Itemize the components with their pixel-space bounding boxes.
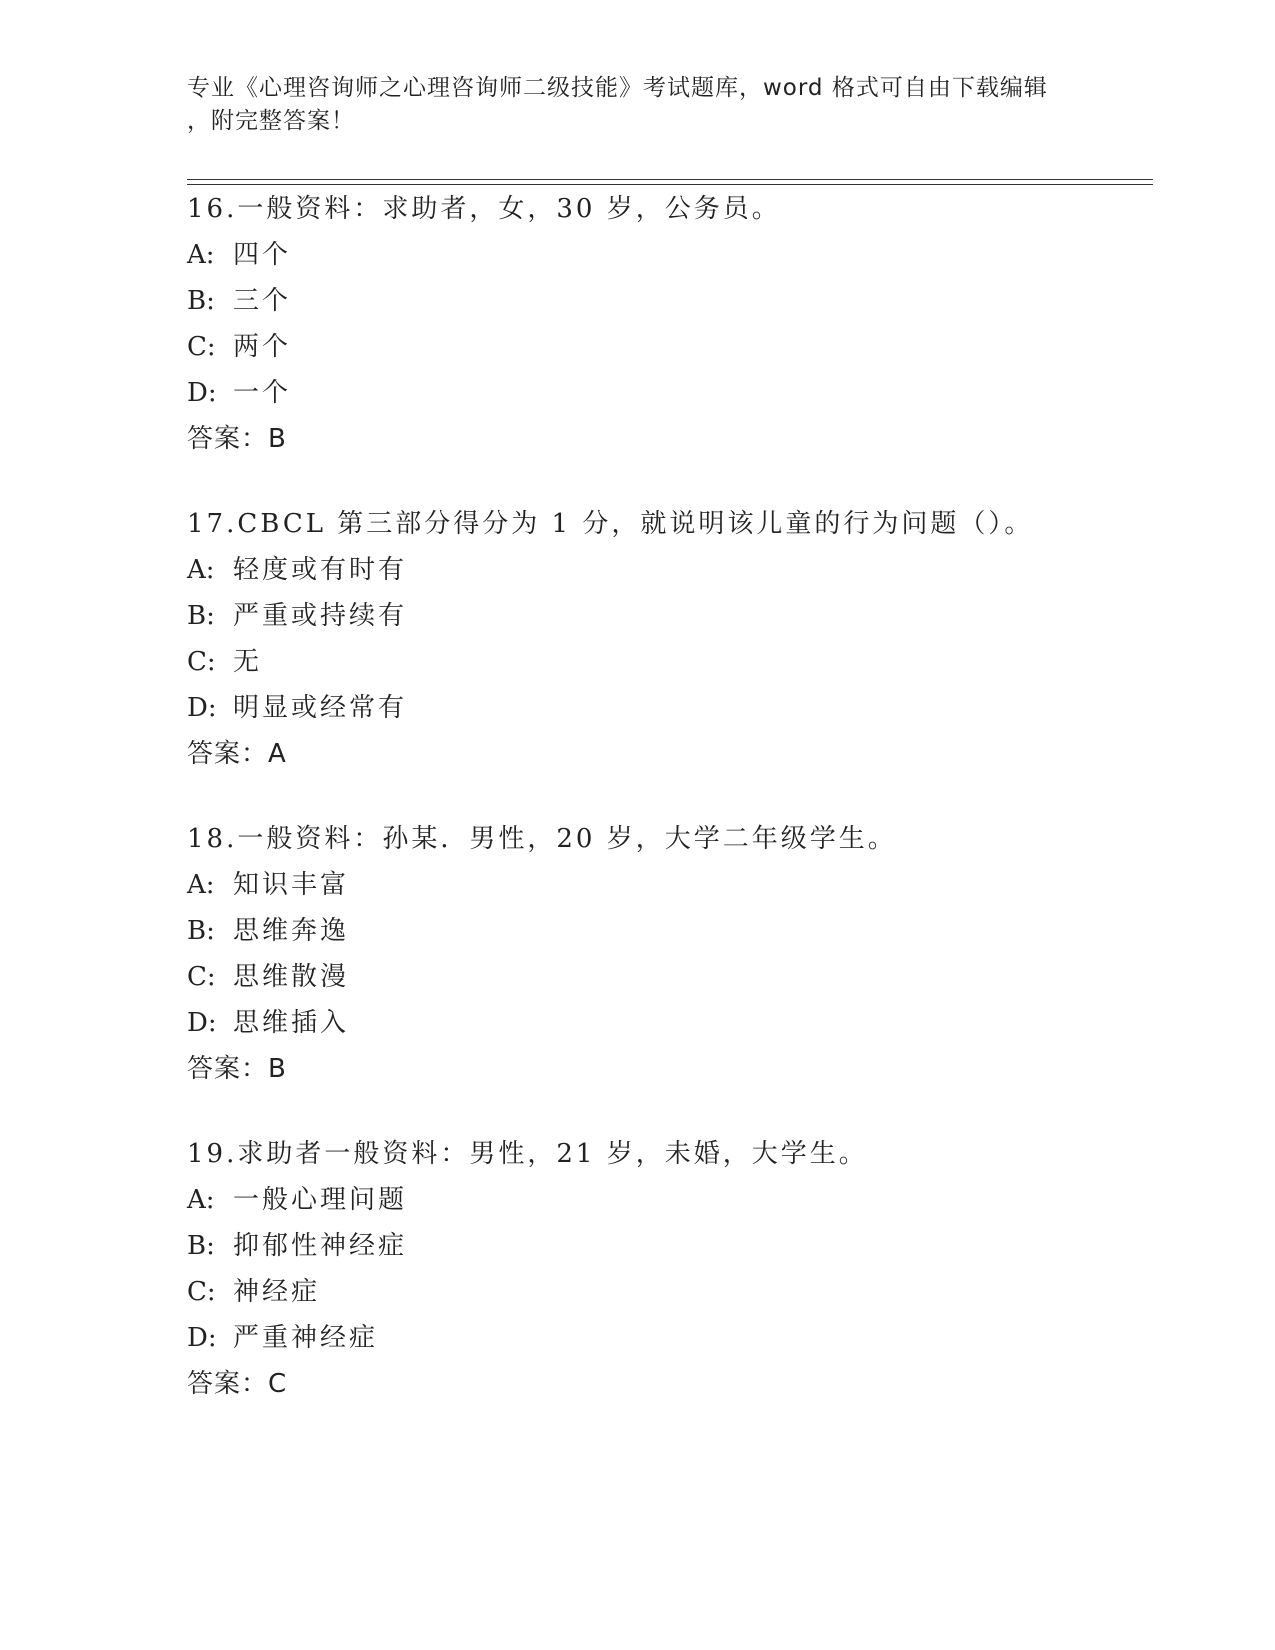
answer-line: 答案：A [187, 739, 287, 769]
option-letter: A: [187, 1185, 215, 1215]
option-letter: C: [187, 962, 216, 992]
option-text: 神经症 [233, 1277, 321, 1307]
option-letter: D: [187, 378, 217, 408]
option-c [187, 639, 1147, 685]
option-letter: A: [187, 240, 215, 270]
header-line-1: 专业《心理咨询师之心理咨询师二级技能》考试题库，word 格式可自由下载编辑 [187, 75, 1048, 101]
header-divider-bottom [187, 184, 1153, 185]
question-title: 16.一般资料：求助者，女，30 岁，公务员。 [187, 194, 781, 224]
question-18 [187, 816, 1147, 1092]
answer-line: 答案：C [187, 1369, 288, 1399]
option-letter: D: [187, 1323, 217, 1353]
option-c [187, 324, 1147, 370]
option-d [187, 1315, 1147, 1361]
option-d [187, 1000, 1147, 1046]
option-c [187, 1269, 1147, 1315]
option-letter: D: [187, 693, 217, 723]
header-line-2: ，附完整答案！ [187, 108, 355, 134]
header-divider-top [187, 179, 1153, 180]
option-text: 知识丰富 [233, 870, 350, 900]
question-title: 18.一般资料：孙某．男性，20 岁，大学二年级学生。 [187, 824, 897, 854]
option-text: 明显或经常有 [233, 693, 408, 723]
question-title: 17.CBCL 第三部分得分为 1 分，就说明该儿童的行为问题（）。 [187, 509, 1034, 539]
option-b [187, 1223, 1147, 1269]
option-a [187, 547, 1147, 593]
option-letter: B: [187, 1231, 215, 1261]
option-text: 两个 [233, 332, 292, 362]
question-19 [187, 1131, 1147, 1407]
option-letter: B: [187, 916, 215, 946]
option-text: 四个 [233, 240, 292, 270]
option-a [187, 862, 1147, 908]
option-text: 三个 [233, 286, 292, 316]
option-letter: A: [187, 870, 215, 900]
question-17 [187, 501, 1147, 777]
option-letter: A: [187, 555, 215, 585]
option-letter: D: [187, 1008, 217, 1038]
option-d [187, 370, 1147, 416]
option-b [187, 908, 1147, 954]
option-d [187, 685, 1147, 731]
answer-line: 答案：B [187, 424, 287, 454]
question-title: 19.求助者一般资料：男性，21 岁，未婚，大学生。 [187, 1139, 868, 1169]
option-text: 思维散漫 [233, 962, 350, 992]
option-letter: C: [187, 1277, 216, 1307]
option-letter: C: [187, 647, 216, 677]
option-text: 轻度或有时有 [233, 555, 408, 585]
option-text: 无 [233, 647, 263, 677]
option-text: 一般心理问题 [233, 1185, 408, 1215]
question-16 [187, 186, 1147, 462]
option-text: 严重或持续有 [233, 601, 408, 631]
option-text: 严重神经症 [233, 1323, 379, 1353]
answer-line: 答案：B [187, 1054, 287, 1084]
option-text: 抑郁性神经症 [233, 1231, 408, 1261]
option-letter: C: [187, 332, 216, 362]
option-a [187, 1177, 1147, 1223]
document-header [187, 72, 1087, 138]
option-c [187, 954, 1147, 1000]
option-text: 一个 [233, 378, 292, 408]
option-text: 思维奔逸 [233, 916, 350, 946]
option-b [187, 278, 1147, 324]
option-a [187, 232, 1147, 278]
option-letter: B: [187, 601, 215, 631]
option-b [187, 593, 1147, 639]
option-text: 思维插入 [233, 1008, 350, 1038]
option-letter: B: [187, 286, 215, 316]
